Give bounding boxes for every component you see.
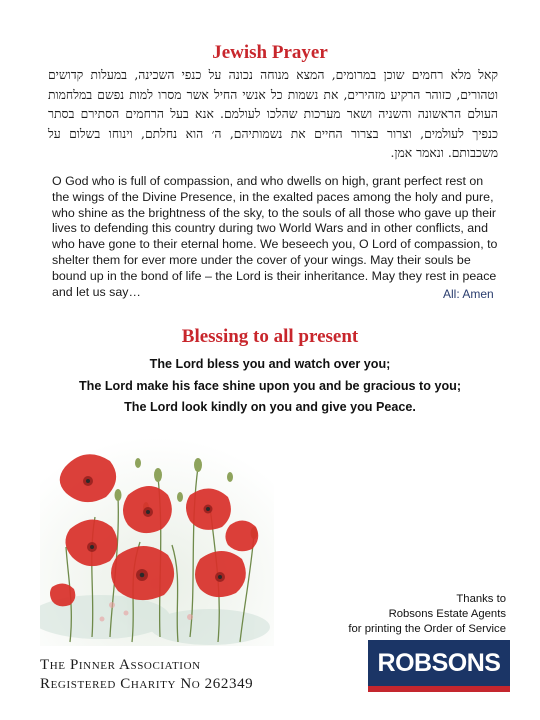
blessing-line-2: The Lord make his face shine upon you and be gracious to you;	[78, 378, 462, 393]
english-prayer-text: O God who is full of compassion, and who dwells on high, grant perfect rest on the wings of the Divine Presence, in the exalted paces among the holy and pure, who shine as the brightness of the sky, to the souls of all those who gave up their lives to defending this country during two World Wars and in other conflicts, and who have gone to their eternal home. We beseech you, O Lord of compassion, to shelter them for ever more under the cover of your wings. May their souls be bound up in the bond of life – the Lord is their inheritance. May they rest in peace and let us say…	[52, 174, 498, 299]
robsons-logo	[368, 640, 510, 692]
thanks-note	[348, 592, 506, 636]
thanks-line-2: Robsons Estate Agents	[388, 607, 506, 620]
blessing-text	[0, 354, 540, 419]
association-line-1: The Pinner Association	[40, 657, 201, 673]
thanks-line-1: Thanks to	[456, 593, 506, 605]
robsons-logo-text: ROBSONS	[377, 648, 501, 677]
association-line-2: Registered Charity No 262349	[40, 676, 254, 692]
blessing-line-3: The Lord look kindly on you and give you Peace.	[124, 400, 416, 414]
congregation-response: All: Amen	[443, 287, 494, 301]
prayer-title: Jewish Prayer	[212, 42, 328, 63]
thanks-line-3: for printing the Order of Service	[348, 622, 506, 635]
blessing-title: Blessing to all present	[181, 326, 359, 347]
blessing-line-1: The Lord bless you and watch over you;	[149, 357, 391, 371]
poppy-watercolor-image	[40, 437, 274, 646]
hebrew-prayer-text: קאל מלא רחמים שוכן במרומים, המצא מנוחה נכונה על כנפי השכינה, במעלות קדושים וטהורים, כזוהר הרקיע מזהירים, את נשמות כל אנשי החיל אשר מסרו למות נפשם במלחמות העולם הראשונה והשניה ושאר מערכות שהלכו לעולמם. אנא בעל הרחמים הסתירם בסתר כנפיך לעולמים, וצרור בצרור החיים את נשמותיהם, ה׳ הוא נחלתם, וינוחו בשלום על משכבותם. ונאמר אמן.	[48, 68, 498, 161]
robsons-logo-stripe	[368, 686, 510, 692]
association-name	[40, 656, 253, 694]
